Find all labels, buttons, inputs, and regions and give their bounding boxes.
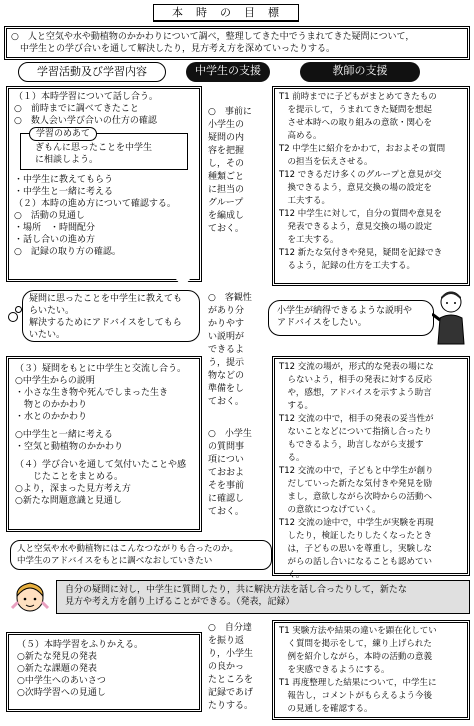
lesson-goal-box: 学習のめあて ぎもんに思ったことを中学生 に相談しよう。 [20,133,188,170]
summary-speech-bubble: 人と空気や水や動植物にはこんなつながりも合ったのか。 中学生のアドバイスをもとに調べなおしていきたい [10,540,272,570]
flow-arrow [176,279,190,288]
thought-dot-icon [15,306,22,313]
goal-box [4,26,470,60]
page-title: 本 時 の 目 標 [172,6,280,19]
goal-line: 中学生との学び合いを通して解決したり，見方考え方を深めていったりする。 [11,44,336,54]
student-girl-figure-icon [8,578,52,618]
teacher-support-2: T12 交流の場が，形式的な発表の場にな らないよう，相手の発表に対する反応 や，感想，アドバイスを示すよう助言 する。 T12 交流の中で，相手の発表の妥当性が ないことなどについて指摘し合ったり もできるよう，助言しながら支援す る。 T12 交流の中で，子どもと中学生が創り だしていった新たな気付きや発見を励 まし，意欲しながら次時からの活動へ の意欲につなげていく。 T12 交流の途中で，中学生が実験を再現 したり，検証したりしたくなったとき は，子どもの思いを尊重し，実験しな がらの話し合いになることも認めてい く。 [272,356,470,576]
student-speech-bubble: 疑問に思ったことを中学生に教えても らいたい。 解決するためにアドバイスをしてもら いたい。 [22,290,200,342]
jhs-speech-bubble: 小学生が納得できるような説明や アドバイスをしたい。 [268,300,434,336]
jhs-support-1: ○ 事前に 小学生の 疑問の内 容を把握 し，その 種類ごと に担当の グループ を編成し ておく。 [208,107,252,234]
jhs-student-figure-icon [432,288,470,346]
teacher-support-1: T1 前時までに子どもがまとめてきたもの を提示して，うまれてきた疑問を想起 させ本時への取り組みの意欲・関心を 高める。 T2 中学生に紹介をかわて，おおよその質問 の担当を伝えさせる。 T12 できるだけ多くのグループと意見が交 換できるよう，意見交換の場の設定を 工夫する。 T12 中学生に対して，自分の質問や意見を 発表できるよう，意見交換の場の設定 を工夫する。 T12 新たな気付きや発見，疑問を記録でき るよう，記録の仕方を工夫する。 [272,86,470,286]
teacher-support-3: T1 実験方法や結果の違いを顕在化してい く質問を掲示をして，練り上げられた 例を紹介しながら，本時の活動の意義 を実感できるようにする。 T1 再度整理した結果について，中学生に 報告し，コメントがもらえるよう今後 の見通しを確認する。 [272,620,470,720]
evaluation-box: 自分の疑問に対し，中学生に質問したり，共に解決方法を話し合ったりして，新たな 見方や考え方を創り上げることができる。（発表，記録） [56,580,470,614]
thought-dot-icon [8,312,18,322]
header-teacher-support: 教師の支援 [300,62,420,82]
jhs-support-4: ○ 自分達 を振り返 り，小学生 の良かっ たところを 記録であげ たりする。 [208,623,254,711]
jhs-support-3: ○ 小学生 の質問事 項につい ておおよ そを事前 に確認し ておく。 [208,429,252,517]
header-jhs-support: 中学生の支援 [186,62,270,82]
activity-section-3: （３）疑問をもとに中学生と交流し合う。 ○中学生からの説明 ・小さな生き物や死んでしまった生き 物とのかかわり ・水とのかかわり ○中学生と一緒に考える ・空気と動植物のかかわり （４）学び合いを通して気付いたことや感 じたことをまとめる。 ○より，深まった見方考え方 ○新たな問題意識と見通し [6,356,202,532]
goal-line: ○ 人と空気や水や動植物のかかわりについて調べ，整理してきた中でうまれてきた疑問について， [11,32,415,42]
activity-line: ○ 数人会い学び合いの仕方の確認 [14,116,157,126]
lesson-goal-tag: 学習のめあて [29,127,97,141]
activity-line: ○ 前時までに調べてきたこと [14,104,139,114]
jhs-support-2: ○ 客観性 があり分 かりやす い説明が できるよ う，提示 物などの 準備をし ておく。 [208,293,252,407]
header-activity: 学習活動及び学習内容 [18,62,166,82]
page-title-box [153,4,299,22]
activity-section-1: （１）本時学習について話し合う。 ○ 前時までに調べてきたこと ○ 数人会い学び合いの仕方の確認 学習のめあて ぎもんに思ったことを中学生 に相談しよう。 ・中学生に教えてもらう ・中学生と一緒に考える （２）本時の進め方について確認する。 ○ 活動の見通し ・場所 ・時間配分 ・話し合いの進め方 ○ 記録の取り方の確認。 [6,86,202,282]
activity-line: （１）本時学習について話し合う。 [14,92,158,102]
activity-section-5: （５）本時学習をふりかえる。 ○新たな発見の発表 ○新たな課題の発表 ○中学生へのあいさつ ○次時学習への見通し [6,632,202,712]
